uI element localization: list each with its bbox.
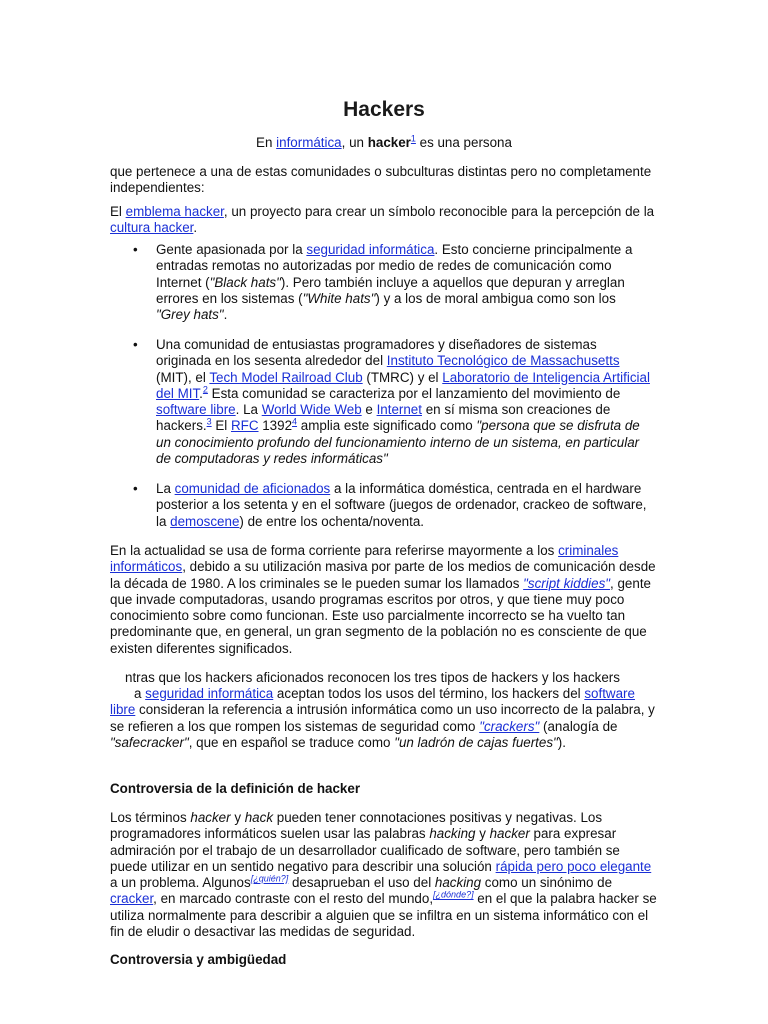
text: consideran la referencia a intrusión informática como un uso incorrecto de la palabra, y se refieren a los que rompen los sistemas de seguridad como (110, 702, 655, 734)
text: como un sinónimo de (481, 875, 613, 891)
text: aceptan todos los usos del término, los hackers del (273, 686, 585, 701)
text: ) de entre los ochenta/noventa. (239, 513, 425, 529)
paragraph-communities: que pertenece a una de estas comunidades o subculturas distintas pero no completamente independientes: (110, 164, 652, 196)
text: Gente apasionada por la (156, 242, 307, 257)
italic-text: "un ladrón de cajas fuertes" (394, 734, 558, 750)
text: . (223, 307, 228, 323)
text: ). Pero también incluye a aquellos que depuran y arreglan errores en los sistemas ( (156, 274, 625, 306)
italic-text: hack (244, 810, 274, 825)
text: Una comunidad de entusiastas programadores y diseñadores de sistemas originada en los sesenta alrededor del (156, 337, 597, 369)
text: El (211, 418, 231, 434)
text: e (361, 402, 377, 418)
text: ). (557, 734, 566, 750)
page-title: Hackers (343, 98, 425, 121)
list-item-mit-community (156, 337, 652, 467)
link-script-kiddies[interactable]: "script kiddies" (523, 575, 611, 591)
paragraph-hobbyists-line1: ntras que los hackers aficionados reconocen los tres tipos de hackers y los hackers (125, 670, 620, 685)
link-rfc[interactable]: RFC (230, 418, 259, 434)
link-software-libre-2[interactable]: software libre (110, 686, 635, 718)
paragraph-emblem (110, 204, 658, 237)
paragraph-current-usage (110, 543, 658, 657)
link-tmrc[interactable]: Tech Model Railroad Club (209, 369, 363, 385)
text: , en marcado contraste con el resto del mundo, (153, 891, 434, 907)
citation-needed-where[interactable]: [¿dónde?] (433, 890, 474, 901)
text: (analogía de (539, 718, 618, 734)
text: . La (235, 402, 262, 418)
text: . (193, 220, 198, 236)
link-informatica[interactable]: informática (276, 135, 342, 150)
intro-bold-hacker: hacker (367, 135, 411, 150)
italic-text: "White hats" (302, 290, 376, 306)
footnote-ref-4[interactable]: 4 (292, 417, 298, 428)
section-heading-definition: Controversia de la definición de hacker (110, 781, 361, 796)
italic-quote: "persona que se disfruta de un conocimiento profundo del funcionamiento interno de un sistema, en particular de computadoras y redes informáticas" (156, 418, 640, 467)
text: Los términos (110, 810, 191, 825)
link-criminales-informaticos[interactable]: criminales informáticos (110, 543, 619, 575)
text: (MIT), el (156, 369, 210, 385)
paragraph-hobbyists (110, 686, 658, 751)
intro-text: , un (341, 135, 368, 150)
link-comunidad-aficionados[interactable]: comunidad de aficionados (174, 481, 331, 496)
italic-text: hacker (190, 810, 231, 825)
italic-text: hacking (434, 875, 482, 891)
link-world-wide-web[interactable]: World Wide Web (261, 402, 362, 418)
italic-text: "safecracker" (110, 734, 189, 750)
link-demoscene[interactable]: demoscene (170, 513, 240, 529)
text: en el que la palabra hacker se utiliza normalmente para describir a alguien que se infiltra en un sistema informático con el fin de eludir o desactivar las medidas de seguridad. (110, 891, 657, 940)
text: . (199, 385, 203, 401)
text: En la actualidad se usa de forma corriente para referirse mayormente a los (110, 543, 559, 558)
link-internet[interactable]: Internet (376, 402, 422, 418)
link-mit[interactable]: Instituto Tecnológico de Massachusetts (386, 353, 620, 369)
text: a un problema. Algunos (110, 875, 251, 891)
text: El (110, 204, 126, 219)
bullet-dot: • (133, 242, 138, 257)
link-seguridad-informatica-2[interactable]: seguridad informática (145, 686, 274, 701)
text: 1392 (258, 418, 293, 434)
bullet-dot: • (133, 337, 138, 352)
text: , gente que invade computadoras, usando programas escritos por otros, y que tiene muy poco conocimiento sobre como funcionan. Este uso parcialmente incorrecto se ha vuelto tan predominante que, en general, un gran segmento de la población no es consciente de que existen diferentes significados. (110, 575, 651, 656)
italic-text: hacking (429, 826, 476, 842)
text: en sí misma son creaciones de hackers. (156, 402, 611, 434)
link-software-libre[interactable]: software libre (156, 402, 236, 418)
intro-text: es una persona (415, 135, 512, 150)
text: a la informática doméstica, centrada en el hardware posterior a los setenta y en el software (juegos de ordenador, crackeo de software, la (156, 481, 647, 529)
text: y (230, 810, 245, 825)
italic-text: "Black hats" (209, 274, 281, 290)
text: , debido a su utilización masiva por parte de los medios de comunicación desde la década de 1980. A los criminales se le pueden sumar los llamados (110, 559, 656, 591)
link-crackers[interactable]: "crackers" (479, 718, 540, 734)
text: pueden tener connotaciones positivas y negativas. Los programadores informáticos suelen usar las palabras (110, 810, 603, 842)
section-heading-controversy: Controversia y ambigüedad (110, 952, 287, 967)
italic-text: "Grey hats" (156, 307, 224, 323)
link-cultura-hacker[interactable]: cultura hacker (110, 220, 194, 236)
paragraph-terms (110, 810, 658, 940)
text: amplia este significado como (297, 418, 477, 434)
intro-text: En (256, 135, 277, 150)
italic-text: hacker (489, 826, 530, 842)
link-seguridad-informatica[interactable]: seguridad informática (306, 242, 435, 257)
text: ) y a los de moral ambigua como son los (375, 290, 616, 306)
text: desaprueban el uso del (288, 875, 435, 891)
link-emblema-hacker[interactable]: emblema hacker (125, 204, 224, 219)
text: , un proyecto para crear un símbolo reconocible para la percepción de la (223, 204, 655, 219)
footnote-ref-2[interactable]: 2 (202, 384, 208, 395)
text: , que en español se traduce como (188, 734, 395, 750)
citation-needed-who[interactable]: [¿quién?] (250, 873, 289, 884)
intro-line (0, 135, 768, 151)
text: para expresar admiración por el trabajo de un desarrollador cualificado de software, pero también se puede utilizar en un sentido negativo para describir una solución (110, 826, 620, 874)
link-ai-lab[interactable]: Laboratorio de Inteligencia Artificial del MIT (156, 369, 650, 401)
bullet-dot: • (133, 481, 138, 496)
text: (TMRC) y el (362, 369, 443, 385)
list-item-security (156, 242, 652, 323)
link-cracker[interactable]: cracker (110, 891, 154, 907)
text: Esta comunidad se caracteriza por el lanzamiento del movimiento de (207, 385, 621, 401)
link-rapida-poco-elegante[interactable]: rápida pero poco elegante (495, 858, 652, 874)
list-item-hobbyists (156, 481, 652, 530)
text: a (134, 686, 146, 701)
text: La (156, 481, 175, 496)
text: y (475, 826, 490, 842)
footnote-ref-3[interactable]: 3 (206, 417, 212, 428)
footnote-ref-1[interactable]: 1 (410, 133, 416, 144)
text: . Esto concierne principalmente a entradas remotas no autorizadas por medio de redes de comunicación como Internet ( (156, 242, 633, 290)
